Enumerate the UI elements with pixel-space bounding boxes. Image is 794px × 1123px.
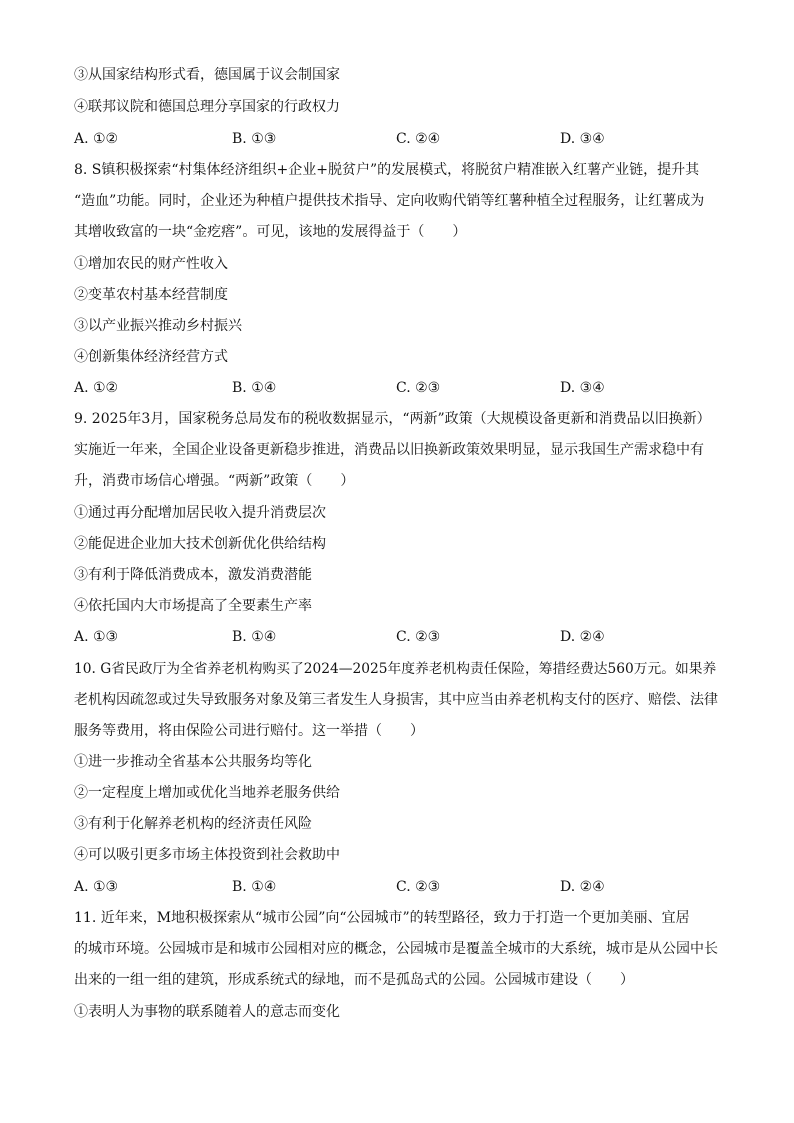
question-8-statement-1: ①增加农民的财产性收入 — [74, 256, 228, 272]
option-d: D. ③④ — [560, 131, 605, 147]
question-10-options — [74, 878, 724, 896]
option-c: C. ②③ — [396, 879, 441, 895]
option-b: B. ①④ — [232, 380, 277, 396]
option-a: A. ①② — [74, 131, 119, 147]
question-11-stem-line-3: 出来的一组一组的建筑，形成系统式的绿地，而不是孤岛式的公园。公园城市建设（ ） — [74, 972, 634, 988]
question-10-statement-1: ①进一步推动全省基本公共服务均等化 — [74, 754, 312, 770]
option-d: D. ②④ — [560, 879, 605, 895]
option-c: C. ②③ — [396, 629, 441, 645]
option-b: B. ①④ — [232, 879, 277, 895]
question-8-options — [74, 379, 724, 397]
question-11-statement-1: ①表明人为事物的联系随着人的意志而变化 — [74, 1004, 340, 1020]
question-9-statement-3: ③有利于降低消费成本，激发消费潜能 — [74, 567, 312, 583]
question-9-statement-4: ④依托国内大市场提高了全要素生产率 — [74, 598, 312, 614]
question-8-stem-line-1: 8. S镇积极探索“村集体经济组织+企业+脱贫户”的发展模式，将脱贫户精准嵌入红薯产业链，提升其 — [74, 162, 700, 178]
option-d: D. ③④ — [560, 380, 605, 396]
statement-4: ④联邦议院和德国总理分享国家的行政权力 — [74, 99, 340, 115]
option-c: C. ②④ — [396, 131, 441, 147]
question-9-stem-line-3: 升，消费市场信心增强。“两新”政策（ ） — [74, 473, 355, 489]
question-8-stem-line-3: 其增收致富的一块“金疙瘩”。可见，该地的发展得益于（ ） — [74, 224, 467, 240]
question-11-stem-line-1: 11. 近年来，M地积极探索从“城市公园”向“公园城市”的转型路径，致力于打造一个更加美丽、宜居 — [74, 910, 690, 926]
question-9-stem-line-2: 实施近一年来，全国企业设备更新稳步推进，消费品以旧换新政策效果明显，显示我国生产需求稳中有 — [74, 442, 704, 458]
question-8-statement-2: ②变革农村基本经营制度 — [74, 287, 228, 303]
question-9-stem-line-1: 9. 2025年3月，国家税务总局发布的税收数据显示，“两新”政策（大规模设备更新和消费品以旧换新） — [74, 411, 711, 427]
statement-3: ③从国家结构形式看，德国属于议会制国家 — [74, 67, 340, 83]
question-8-statement-4: ④创新集体经济经营方式 — [74, 349, 228, 365]
option-d: D. ②④ — [560, 629, 605, 645]
option-a: A. ①③ — [74, 879, 119, 895]
option-a: A. ①② — [74, 380, 119, 396]
question-10-statement-4: ④可以吸引更多市场主体投资到社会救助中 — [74, 847, 340, 863]
question-8-statement-3: ③以产业振兴推动乡村振兴 — [74, 318, 242, 334]
question-10-statement-3: ③有利于化解养老机构的经济责任风险 — [74, 816, 312, 832]
question-9-statement-1: ①通过再分配增加居民收入提升消费层次 — [74, 505, 326, 521]
question-10-stem-line-2: 老机构因疏忽或过失导致服务对象及第三者发生人身损害，其中应当由养老机构支付的医疗、赔偿、法律 — [74, 692, 718, 708]
question-10-stem-line-1: 10. G省民政厅为全省养老机构购买了2024—2025年度养老机构责任保险，筹措经费达560万元。如果养 — [74, 661, 717, 677]
option-a: A. ①③ — [74, 629, 119, 645]
option-c: C. ②③ — [396, 380, 441, 396]
question-10-statement-2: ②一定程度上增加或优化当地养老服务供给 — [74, 785, 340, 801]
option-b: B. ①③ — [232, 131, 277, 147]
question-11-stem-line-2: 的城市环境。公园城市是和城市公园相对应的概念，公园城市是覆盖全城市的大系统，城市是从公园中长 — [74, 941, 718, 957]
answer-options — [74, 130, 724, 148]
option-b: B. ①④ — [232, 629, 277, 645]
question-8-stem-line-2: “造血”功能。同时，企业还为种植户提供技术指导、定向收购代销等红薯种植全过程服务，让红薯成为 — [74, 193, 705, 209]
question-9-options — [74, 628, 724, 646]
question-10-stem-line-3: 服务等费用，将由保险公司进行赔付。这一举措（ ） — [74, 723, 424, 739]
question-9-statement-2: ②能促进企业加大技术创新优化供给结构 — [74, 536, 326, 552]
